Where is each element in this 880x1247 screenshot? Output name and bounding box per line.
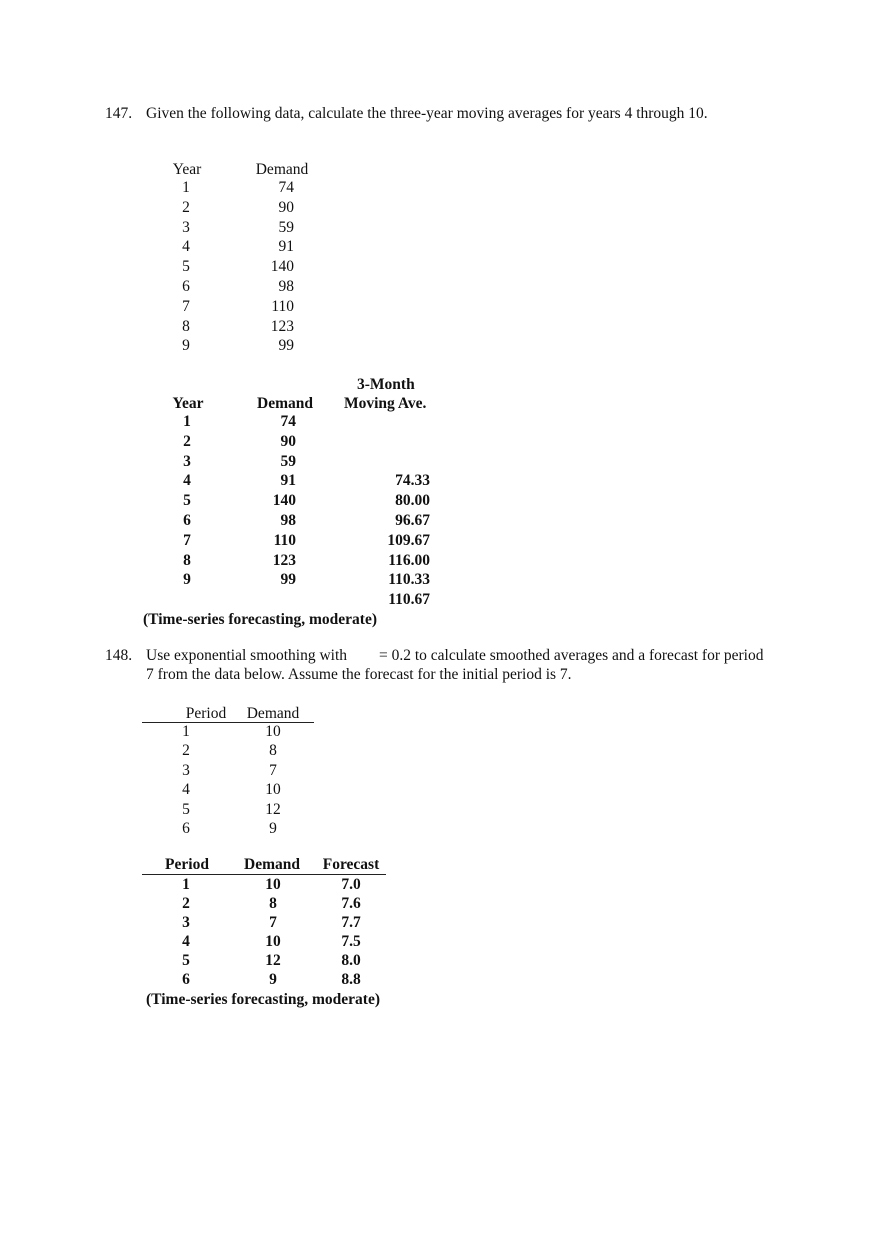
table-header-demand: Demand bbox=[255, 161, 309, 178]
table-cell: 59 bbox=[278, 218, 294, 236]
table-cell: 99 bbox=[280, 571, 296, 589]
table-cell: 4 bbox=[182, 238, 190, 256]
table-cell: 8 bbox=[269, 895, 277, 912]
question-text-line2: 7 from the data below. Assume the forecast for the initial period is 7. bbox=[146, 666, 572, 683]
table-cell: 10 bbox=[265, 933, 281, 950]
table-header-forecast: Forecast bbox=[322, 856, 380, 873]
table-cell: 8.8 bbox=[341, 971, 361, 988]
table-header-period: Period bbox=[185, 705, 227, 722]
table-cell: 7.0 bbox=[341, 876, 361, 893]
table-cell: 59 bbox=[280, 452, 296, 470]
table-cell: 90 bbox=[280, 432, 296, 450]
table-cell: 109.67 bbox=[387, 531, 430, 549]
table-cell: 6 bbox=[182, 971, 190, 988]
table-cell: 5 bbox=[182, 258, 190, 276]
table-cell: 4 bbox=[183, 472, 191, 490]
question-tag: (Time-series forecasting, moderate) bbox=[143, 611, 377, 628]
table-cell: 9 bbox=[182, 337, 190, 355]
table-cell: 1 bbox=[182, 876, 190, 893]
table-cell: 110.67 bbox=[388, 591, 430, 609]
table-cell: 6 bbox=[182, 820, 190, 837]
question-tag: (Time-series forecasting, moderate) bbox=[146, 991, 380, 1008]
table-cell: 5 bbox=[182, 800, 190, 818]
table-cell: 5 bbox=[182, 952, 190, 969]
table-cell: 8 bbox=[269, 742, 277, 760]
table-cell: 3 bbox=[182, 914, 190, 931]
table-cell: 91 bbox=[278, 238, 294, 256]
table-header-demand: Demand bbox=[246, 705, 300, 722]
table-cell: 7 bbox=[183, 531, 191, 549]
question-text-line1b: = 0.2 to calculate smoothed averages and a forecast for period bbox=[379, 647, 764, 664]
table-cell: 2 bbox=[182, 742, 190, 760]
table-cell: 7 bbox=[269, 914, 277, 931]
table-cell: 1 bbox=[182, 723, 190, 740]
table-header-3month: 3-Month bbox=[357, 376, 415, 393]
question-text-line1a: Use exponential smoothing with bbox=[146, 647, 348, 664]
question-text: Given the following data, calculate the three-year moving averages for years 4 through 10. bbox=[146, 105, 708, 122]
question-number: 147. bbox=[105, 105, 133, 122]
table-cell: 1 bbox=[182, 179, 190, 196]
table-header-demand: Demand bbox=[244, 856, 300, 873]
table-cell: 99 bbox=[278, 337, 294, 355]
table-cell: 123 bbox=[272, 551, 296, 569]
table-cell: 110 bbox=[273, 531, 296, 549]
table-cell: 8 bbox=[183, 551, 191, 569]
table-cell: 4 bbox=[182, 781, 190, 799]
table-header-period: Period bbox=[165, 856, 209, 873]
table-cell: 6 bbox=[182, 278, 190, 295]
table-cell: 110.33 bbox=[388, 571, 430, 589]
table-cell: 1 bbox=[183, 413, 191, 430]
table-cell: 140 bbox=[272, 492, 296, 510]
table-cell: 5 bbox=[183, 492, 191, 510]
table-cell: 140 bbox=[270, 258, 294, 276]
table-cell: 12 bbox=[265, 800, 281, 818]
table-cell: 9 bbox=[269, 971, 277, 988]
table-cell: 116.00 bbox=[388, 551, 430, 569]
table-cell: 7 bbox=[269, 761, 277, 779]
table-cell: 110 bbox=[271, 297, 294, 315]
table-cell: 80.00 bbox=[395, 492, 430, 510]
header-rule bbox=[142, 722, 314, 723]
table-cell: 123 bbox=[270, 317, 294, 335]
table-cell: 9 bbox=[269, 820, 277, 837]
table-header-year: Year bbox=[172, 161, 202, 178]
table-header-year: Year bbox=[172, 395, 204, 412]
table-cell: 3 bbox=[182, 218, 190, 236]
table-cell: 96.67 bbox=[395, 512, 430, 529]
table-cell: 74 bbox=[280, 413, 296, 430]
table-cell: 2 bbox=[183, 432, 191, 450]
table-cell: 3 bbox=[182, 761, 190, 779]
table-cell: 2 bbox=[182, 198, 190, 216]
table-cell: 8.0 bbox=[341, 952, 361, 969]
table-cell: 90 bbox=[278, 198, 294, 216]
table-cell: 98 bbox=[278, 278, 294, 295]
table-cell: 74.33 bbox=[395, 472, 430, 490]
table-cell: 10 bbox=[265, 781, 281, 799]
table-cell: 10 bbox=[265, 723, 281, 740]
table-cell: 7.6 bbox=[341, 895, 361, 912]
table-header-demand: Demand bbox=[257, 395, 313, 412]
table-cell: 9 bbox=[183, 571, 191, 589]
header-rule bbox=[142, 874, 386, 875]
table-cell: 2 bbox=[182, 895, 190, 912]
question-number: 148. bbox=[105, 647, 133, 664]
table-cell: 74 bbox=[278, 179, 294, 196]
table-cell: 98 bbox=[280, 512, 296, 529]
table-cell: 8 bbox=[182, 317, 190, 335]
table-cell: 10 bbox=[265, 876, 281, 893]
table-cell: 7.5 bbox=[341, 933, 361, 950]
table-cell: 6 bbox=[183, 512, 191, 529]
table-cell: 7 bbox=[182, 297, 190, 315]
table-cell: 12 bbox=[265, 952, 281, 969]
table-cell: 3 bbox=[183, 452, 191, 470]
table-cell: 4 bbox=[182, 933, 190, 950]
table-cell: 91 bbox=[280, 472, 296, 490]
table-cell: 7.7 bbox=[341, 914, 361, 931]
table-header-moving-ave: Moving Ave. bbox=[344, 395, 427, 412]
